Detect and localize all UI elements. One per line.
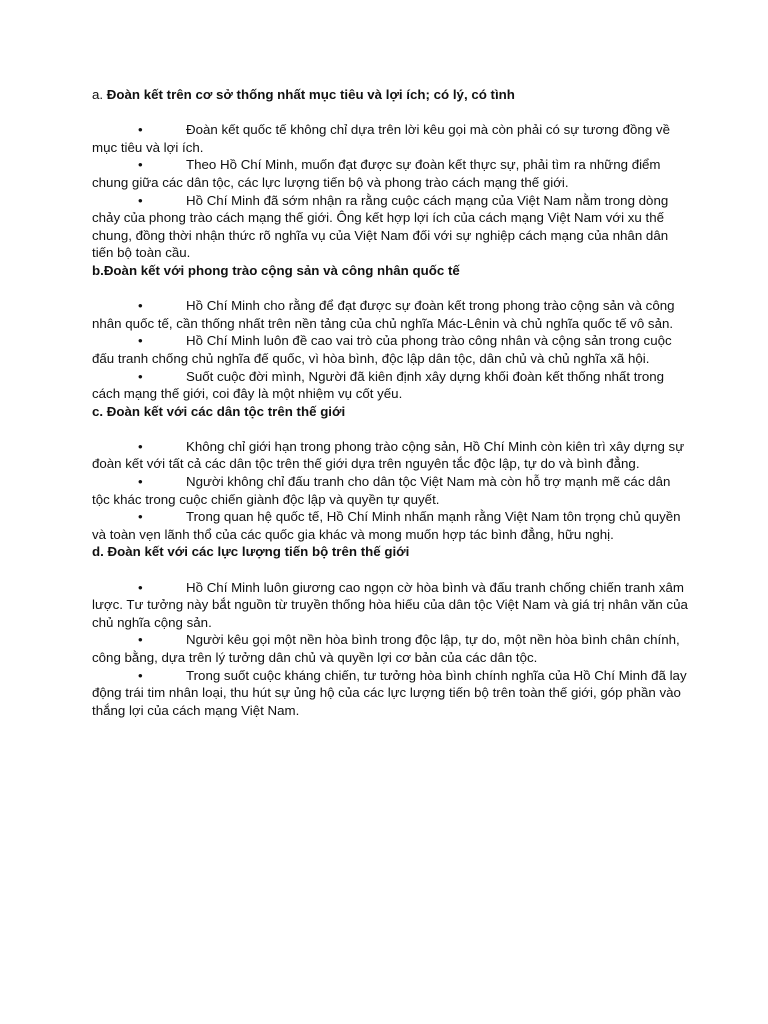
bullet-icon: •: [138, 438, 143, 454]
bullet-list: [92, 297, 688, 403]
bullet-icon: •: [138, 122, 143, 138]
list-item: [92, 121, 688, 156]
list-item-text: Không chỉ giới hạn trong phong trào cộng sản, Hồ Chí Minh còn kiên trì xây dựng sự đoàn kết với tất cả các dân tộc trên thế giới dựa trên nguyên tắc độc lập, tự do và bình đẳng.: [92, 438, 685, 472]
list-item-text: Trong quan hệ quốc tế, Hồ Chí Minh nhấn mạnh rằng Việt Nam tôn trọng chủ quyền và toàn vẹn lãnh thổ của các quốc gia khác và mong muốn hợp tác bình đẳng, hữu nghị.: [92, 509, 681, 542]
section-heading: [92, 86, 688, 104]
bullet-icon: •: [138, 474, 143, 490]
bullet-icon: •: [138, 509, 143, 525]
list-item-text: Người kêu gọi một nền hòa bình trong độc lập, tự do, một nền hòa bình chân chính, công bằng, dựa trên lý tưởng dân chủ và quyền lợi cơ bản của các dân tộc.: [92, 632, 680, 665]
section-b: [92, 262, 688, 403]
document-body: [92, 86, 688, 719]
list-item: [92, 368, 688, 403]
bullet-icon: •: [138, 192, 143, 208]
bullet-icon: •: [138, 667, 143, 683]
list-item: [92, 297, 688, 332]
section-title: Đoàn kết với các dân tộc trên thế giới: [106, 403, 346, 419]
section-heading: [92, 262, 688, 280]
section-d: [92, 543, 688, 719]
bullet-list: [92, 579, 688, 720]
list-item-text: Suốt cuộc đời mình, Người đã kiên định xây dựng khối đoàn kết thống nhất trong cách mạng thế giới, coi đây là một nhiệm vụ cốt yếu.: [92, 368, 665, 402]
list-item: [92, 667, 688, 720]
section-a: [92, 86, 688, 262]
list-item: [92, 192, 688, 262]
section-title: Đoàn kết với các lực lượng tiến bộ trên thế giới: [107, 544, 410, 560]
bullet-list: [92, 121, 688, 262]
list-item-text: Hồ Chí Minh luôn giương cao ngọn cờ hòa bình và đấu tranh chống chiến tranh xâm lược. Tư tưởng này bắt nguồn từ truyền thống hòa hiếu của dân tộc Việt Nam và giá trị nhân văn của chủ nghĩa cộng sản.: [92, 579, 688, 630]
list-item-text: Người không chỉ đấu tranh cho dân tộc Việt Nam mà còn hỗ trợ mạnh mẽ các dân tộc khác trong cuộc chiến giành độc lập và quyền tự quyết.: [92, 474, 671, 507]
list-item: [92, 473, 688, 508]
list-item-text: Hồ Chí Minh luôn đề cao vai trò của phong trào công nhân và cộng sản trong cuộc đấu tranh chống chủ nghĩa đế quốc, vì hòa bình, độc lập dân tộc, dân chủ và chủ nghĩa xã hội.: [92, 333, 672, 366]
section-prefix: d.: [92, 544, 108, 560]
bullet-icon: •: [138, 579, 143, 595]
list-item-text: Hồ Chí Minh cho rằng để đạt được sự đoàn kết trong phong trào cộng sản và công nhân quốc tế, cần thống nhất trên nền tảng của chủ nghĩa Mác-Lênin và chủ nghĩa quốc tế vô sản.: [92, 298, 675, 331]
list-item-text: Đoàn kết quốc tế không chỉ dựa trên lời kêu gọi mà còn phải có sự tương đồng về mục tiêu và lợi ích.: [92, 122, 670, 155]
list-item: [92, 508, 688, 543]
list-item: [92, 156, 688, 191]
list-item-text: Theo Hồ Chí Minh, muốn đạt được sự đoàn kết thực sự, phải tìm ra những điểm chung giữa các dân tộc, các lực lượng tiến bộ và phong trào cách mạng thế giới.: [92, 157, 661, 190]
list-item: [92, 579, 688, 632]
bullet-icon: •: [138, 157, 143, 173]
section-prefix: c.: [92, 403, 107, 419]
list-item-text: Hồ Chí Minh đã sớm nhận ra rằng cuộc cách mạng của Việt Nam nằm trong dòng chảy của phong trào cách mạng thế giới. Ông kết hợp lợi ích của cách mạng Việt Nam với xu thế chung, đồng thời nhận thức rõ nghĩa vụ của Việt Nam đối với sự nghiệp cách mạng của nhân dân tiến bộ toàn cầu.: [92, 192, 669, 261]
section-heading: [92, 403, 688, 421]
section-title: Đoàn kết trên cơ sở thống nhất mục tiêu và lợi ích; có lý, có tình: [106, 87, 515, 102]
bullet-icon: •: [138, 333, 143, 349]
list-item: [92, 438, 688, 473]
bullet-icon: •: [138, 368, 143, 384]
bullet-icon: •: [138, 632, 143, 648]
section-heading: [92, 543, 688, 561]
bullet-list: [92, 438, 688, 544]
list-item-text: Trong suốt cuộc kháng chiến, tư tưởng hòa bình chính nghĩa của Hồ Chí Minh đã lay động trái tim nhân loại, thu hút sự ủng hộ của các lực lượng tiến bộ trên toàn thế giới, góp phần vào thắng lợi của cách mạng Việt Nam.: [92, 667, 687, 718]
list-item: [92, 631, 688, 666]
list-item: [92, 332, 688, 367]
bullet-icon: •: [138, 298, 143, 314]
section-prefix: b.: [92, 262, 104, 278]
section-prefix: a.: [92, 87, 107, 102]
section-title: Đoàn kết với phong trào cộng sản và công nhân quốc tế: [103, 262, 460, 278]
section-c: [92, 403, 688, 544]
